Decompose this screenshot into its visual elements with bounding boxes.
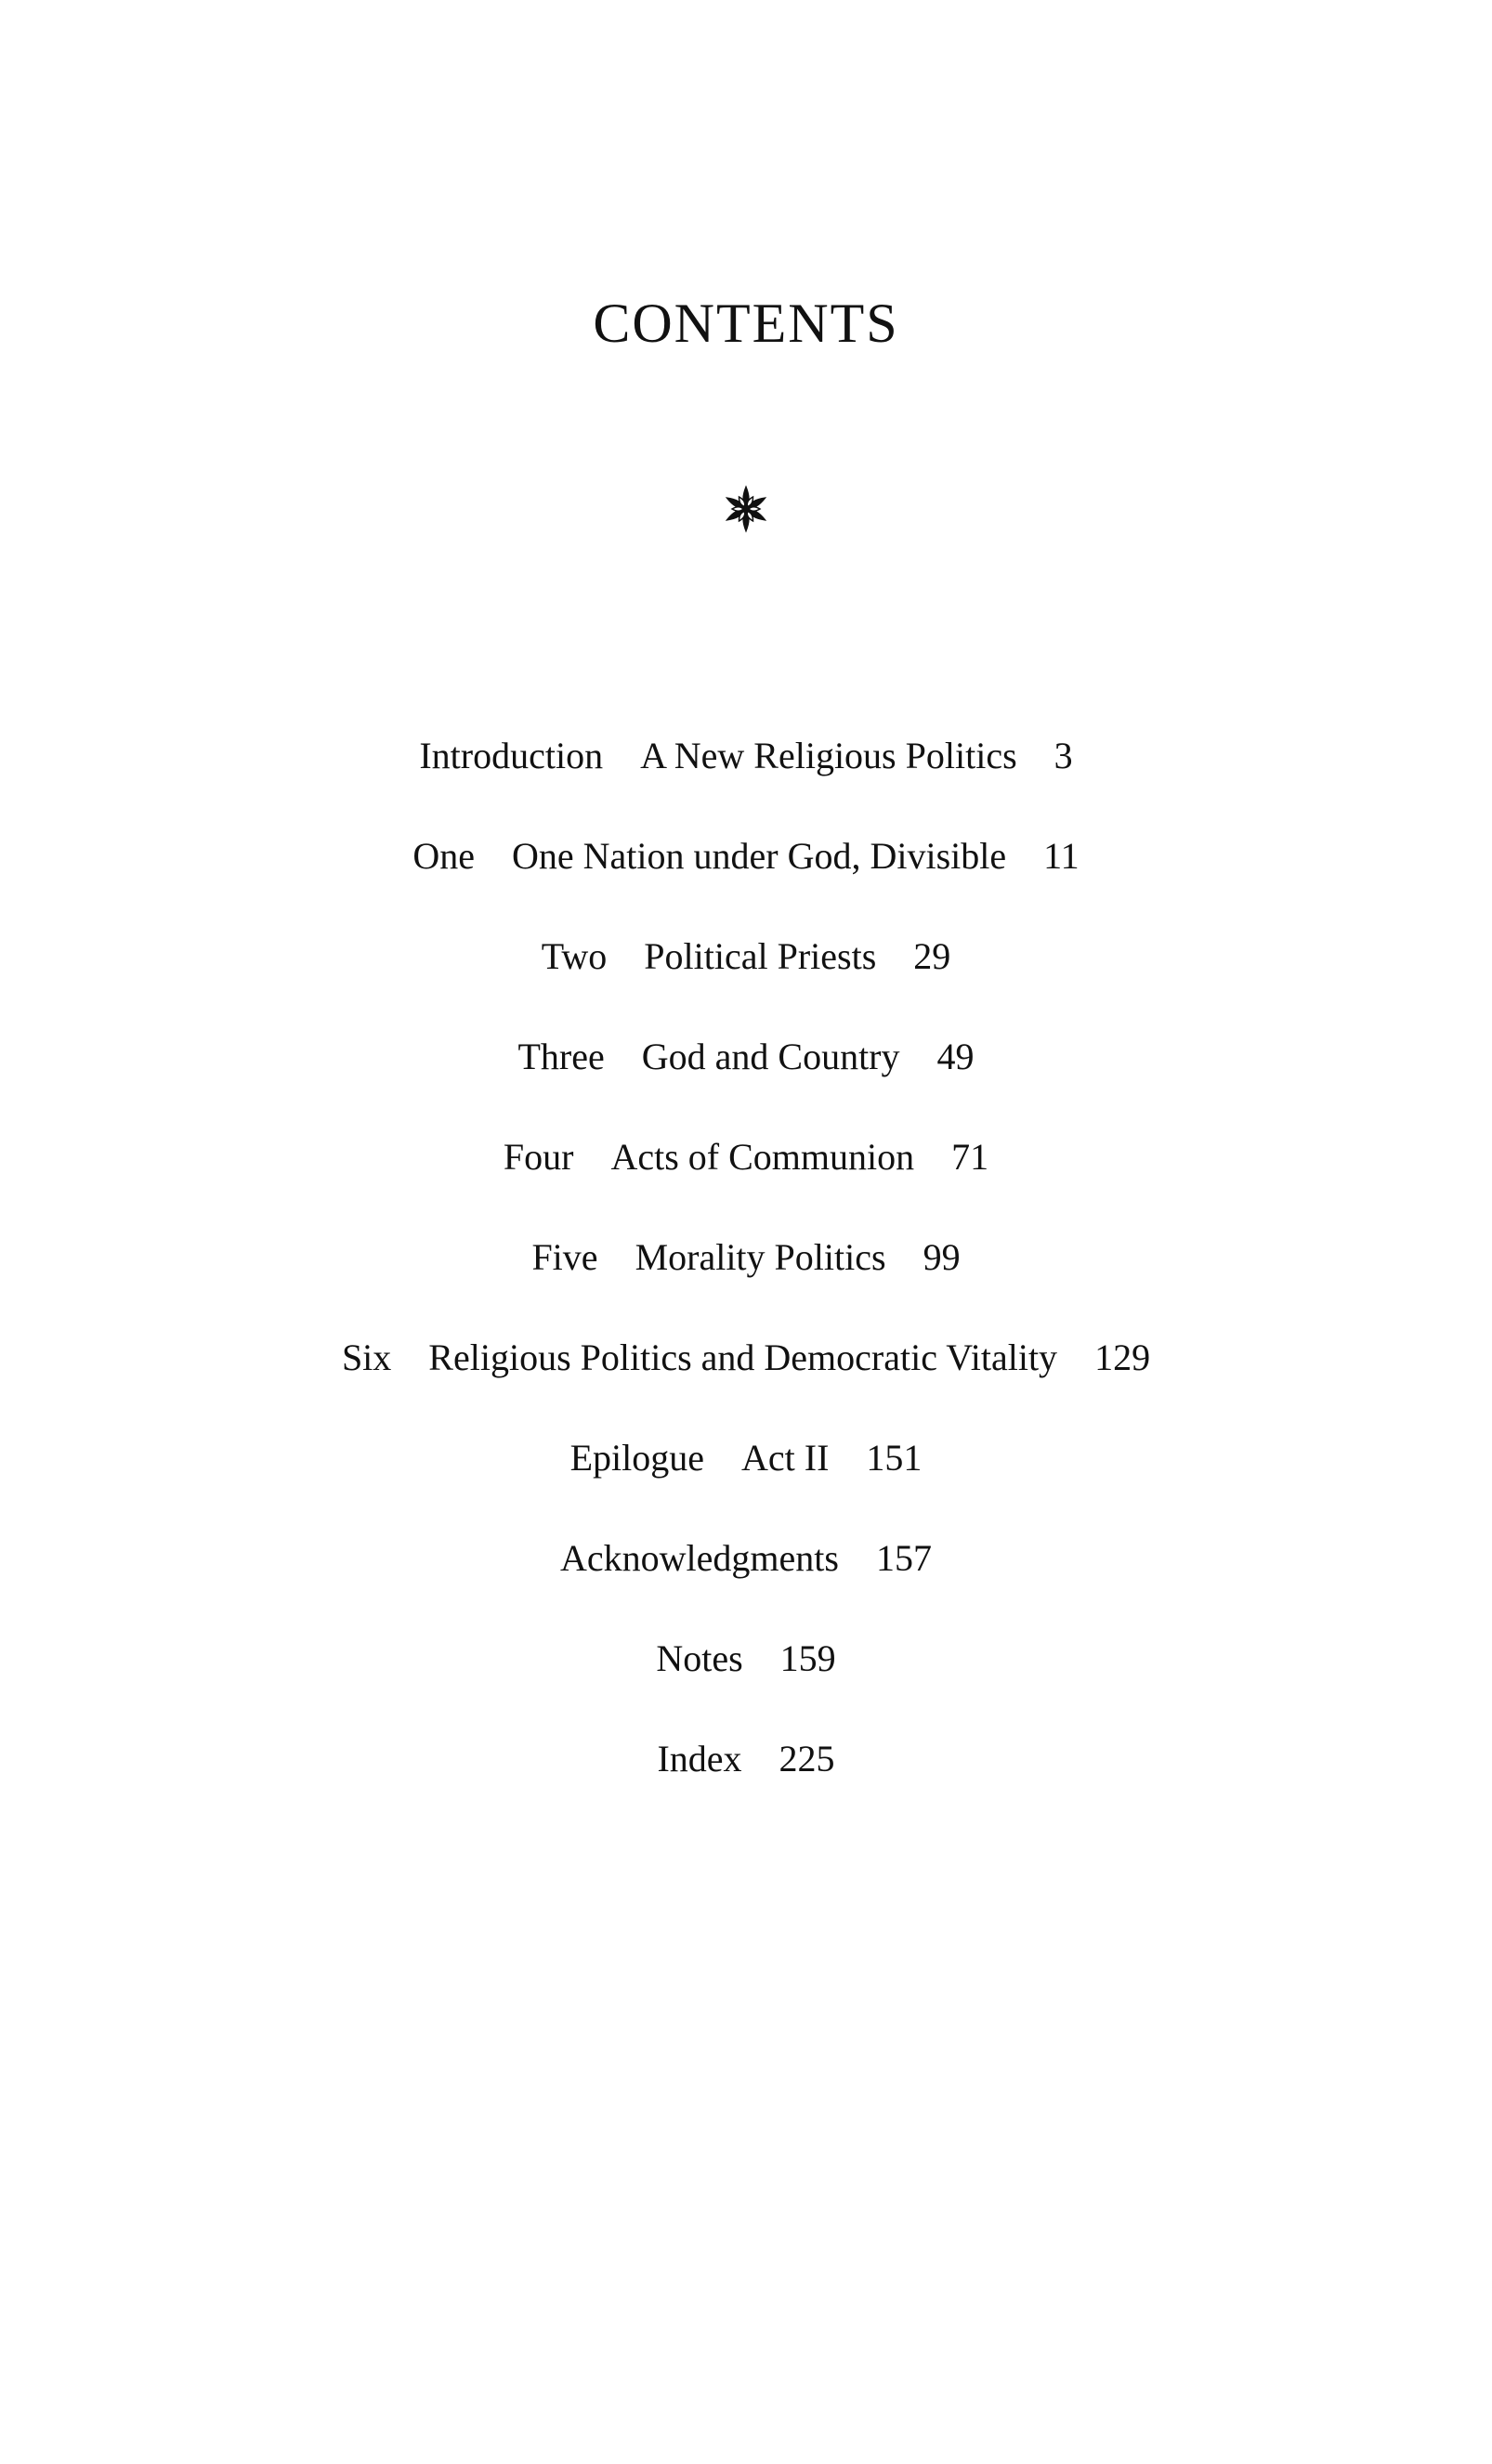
toc-entry-label: Five	[531, 1236, 598, 1278]
toc-entry-label: Epilogue	[569, 1437, 704, 1479]
toc-entry-page: 157	[875, 1537, 932, 1579]
toc-entry-page: 151	[866, 1437, 923, 1479]
toc-entry-label: Acknowledgments	[560, 1537, 839, 1579]
toc-entry-title: Political Priests	[644, 935, 877, 977]
toc-entry-epilogue[interactable]	[0, 1436, 1492, 1536]
toc-entry-label: Three	[517, 1036, 605, 1077]
toc-entry-one[interactable]	[0, 834, 1492, 934]
toc-entry-label: Index	[657, 1738, 742, 1780]
toc-entry-three[interactable]	[0, 1035, 1492, 1135]
toc-entry-title: Religious Politics and Democratic Vitality	[428, 1336, 1058, 1378]
toc-entry-label: Introduction	[419, 735, 604, 776]
toc-entry-title: One Nation under God, Divisible	[511, 835, 1007, 877]
toc-entry-page: 225	[779, 1738, 835, 1780]
toc-entry-title: Act II	[741, 1437, 830, 1479]
toc-entry-page: 11	[1043, 835, 1080, 877]
toc-entry-page: 29	[913, 935, 951, 977]
toc-entry-label: Six	[341, 1336, 392, 1378]
toc-entry-four[interactable]	[0, 1135, 1492, 1235]
toc-entry-page: 159	[779, 1637, 836, 1679]
toc-entry-six[interactable]	[0, 1336, 1492, 1436]
toc-entry-acknowledgments[interactable]	[0, 1536, 1492, 1636]
toc-entry-page: 71	[951, 1136, 989, 1178]
toc-entry-notes[interactable]	[0, 1636, 1492, 1737]
toc-entry-label: One	[412, 835, 475, 877]
toc-entry-title: A New Religious Politics	[640, 735, 1017, 776]
toc-entry-introduction[interactable]	[0, 734, 1492, 834]
toc-entry-title: Acts of Communion	[610, 1136, 915, 1178]
toc-entry-label: Four	[503, 1136, 574, 1178]
toc-entry-title: God and Country	[641, 1036, 900, 1077]
toc-entry-index[interactable]	[0, 1737, 1492, 1837]
toc-entry-two[interactable]	[0, 934, 1492, 1035]
table-of-contents	[0, 734, 1492, 1837]
page-title: CONTENTS	[593, 293, 899, 354]
toc-entry-page: 3	[1054, 735, 1073, 776]
floral-ornament-icon	[718, 485, 774, 533]
toc-entry-label: Two	[541, 935, 608, 977]
toc-entry-page: 99	[923, 1236, 961, 1278]
toc-entry-page: 129	[1094, 1336, 1151, 1378]
toc-entry-label: Notes	[656, 1637, 743, 1679]
toc-entry-title: Morality Politics	[635, 1236, 886, 1278]
toc-entry-five[interactable]	[0, 1235, 1492, 1336]
toc-entry-page: 49	[936, 1036, 975, 1077]
